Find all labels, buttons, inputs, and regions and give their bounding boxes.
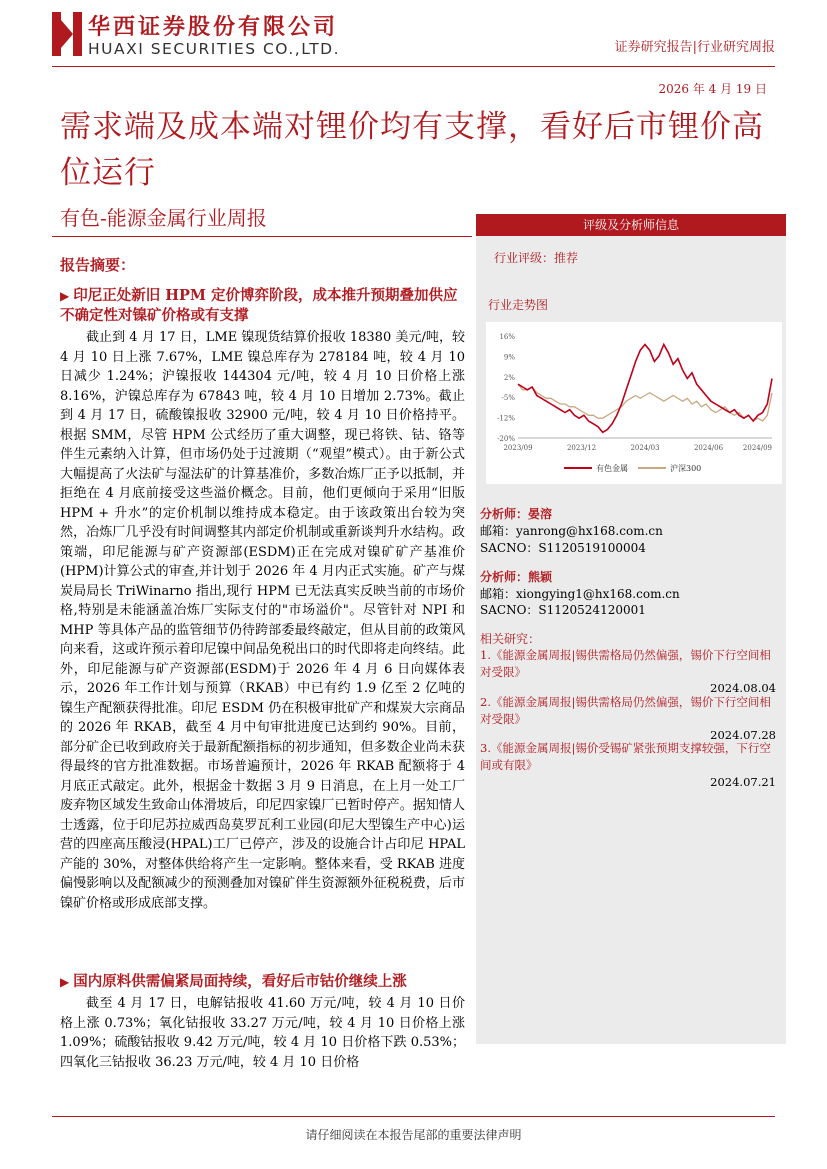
related-research-label: 相关研究： <box>480 632 541 646</box>
chart-title: 行业走势图 <box>488 298 549 312</box>
triangle-bullet-icon: ▶ <box>60 975 70 989</box>
legend-label-hs300: 沪深300 <box>670 464 702 473</box>
summary-label: 报告摘要： <box>60 256 136 274</box>
company-logo <box>52 12 82 56</box>
y-tick-label: 2% <box>503 373 515 382</box>
related-report-date: 2024.08.04 <box>710 681 776 695</box>
legend-label-nonferrous: 有色金属 <box>596 464 628 473</box>
section-heading <box>60 972 465 992</box>
analyst-sac: SACNO：S1120524120001 <box>480 603 646 617</box>
related-report-date: 2024.07.28 <box>710 728 776 742</box>
rating-label: 行业评级： <box>494 251 555 265</box>
analyst-1 <box>480 505 552 522</box>
rating-value: 推荐 <box>554 251 579 265</box>
rating-row <box>494 249 578 266</box>
report-date: 2026 年 4 月 19 日 <box>658 82 767 96</box>
sidebar-header: 评级及分析师信息 <box>476 214 786 236</box>
section-body: 截止到 4 月 17 日，LME 镍现货结算价报收 18380 美元/吨，较 4 月 10 日上涨 7.67%，LME 镍总库存为 278184 吨，较 4 月 10 日减少 1.24%；沪镍报收 144304 元/吨，较 4 月 10 日价格上涨 8.16%，沪镍总库存为 67843 吨，较 4 月 10 日增加 2.73%。截止到 4 月 17 日，硫酸镍报收 32900 元/吨，较 4 月 10 日价格持平。根据 SMM，尽管 HPM 公式经历了重大调整，现已将铁、钴、铬等伴生元素纳入计算，但市场仍处于过渡期（“观望”模式）。由于新公式大幅提高了火法矿与湿法矿的计算基准价，多数冶炼厂正予以抵制，并拒绝在 4 月底前接受这些溢价概念。目前，他们更倾向于采用“旧版 HPM + 升水”的定价机制以维持成本稳定。由于该政策出台较为突然，冶炼厂几乎没有时间调整其内部定价机制或重新谈判升水结构。政策端，印尼能源与矿产资源部(ESDM)正在完成对镍矿矿产基准价(HPM)计算公式的审查,并计划于 2026 年 4 月内正式实施。矿产与煤炭局局长 TriWinarno 指出,现行 HPM 已无法真实反映当前的市场价格,特别是未能涵盖冶炼厂实际支付的"市场溢价"。尽管针对 NPI 和 MHP 等具体产品的监管细节仍待跨部委最终敲定，但从目前的政策风向来看，这或许预示着印尼镍中间品免税出口的时代即将走向终结。此外，印尼能源与矿产资源部(ESDM)于 2026 年 4 月 6 日向媒体表示，2026 年工作计划与预算（RKAB）中已有约 1.9 亿至 2 亿吨的镍生产配额获得批准。印尼 ESDM 仍在积极审批矿产和煤炭大宗商品的 2026 年 RKAB，截至 4 月中旬审批进度已达到约 90%。目前，部分矿企已收到政府关于最新配额指标的初步通知，但多数企业尚未获得最终的官方批准数据。市场普遍预计，2026 年 RKAB 配额将于 4 月底正式敲定。此外，根据金十数据 3 月 9 日消息，在上月一处工厂废弃物区域发生致命山体滑坡后，印尼四家镍厂已暂时停产。据知情人士透露，位于印尼苏拉威西岛莫罗瓦利工业园(印尼大型镍生产中心)运营的四座高压酸浸(HPAL)工厂已停产，涉及的设施合计占印尼 HPAL 产能的 30%，对整体供给将产生一定影响。整体来看，受 RKAB 进度偏慢影响以及配额减少的预测叠加对镍矿伴生资源额外征税税费，后市镍矿价格或形成底部支撑。 <box>60 330 465 911</box>
related-report-link[interactable]: 1.《能源金属周报|锡供需格局仍然偏强，锡价下行空间相对受限》 <box>480 648 771 679</box>
y-tick-label: -12% <box>497 414 515 423</box>
x-tick-label: 2024/03 <box>630 444 660 452</box>
y-tick-label: -5% <box>501 394 515 403</box>
related-report-link[interactable]: 2.《能源金属周报|锡供需格局仍然偏强，锡价下行空间相对受限》 <box>480 695 771 726</box>
subtitle-divider <box>52 236 472 237</box>
analyst-email: 邮箱：yanrong@hx168.com.cn <box>480 524 663 538</box>
analyst-name: 晏溶 <box>528 507 553 521</box>
x-tick-label: 2023/12 <box>566 444 597 452</box>
company-name-en: HUAXI SECURITIES CO.,LTD. <box>88 40 341 58</box>
report-title: 需求端及成本端对锂价均有支撑，看好后市锂价高位运行 <box>60 109 764 191</box>
analyst-2 <box>480 568 552 585</box>
analyst-label: 分析师： <box>480 507 529 521</box>
section-heading <box>60 286 465 326</box>
footer-divider <box>52 1116 775 1117</box>
analyst-sac: SACNO：S1120519100004 <box>480 541 646 555</box>
footer-disclaimer: 请仔细阅读在本报告尾部的重要法律声明 <box>305 1128 522 1142</box>
related-report-date: 2024.07.21 <box>710 775 776 789</box>
section-heading-text: 印尼正处新旧 HPM 定价博弈阶段，成本推升预期叠加供应不确定性对镍矿价格或有支撑 <box>60 287 458 324</box>
section-body: 截至 4 月 17 日，电解钴报收 41.60 万元/吨，较 4 月 10 日价格上涨 0.73%；氧化钴报收 33.27 万元/吨，较 4 月 10 日价格上涨 1.09%；硫酸钴报收 9.42 万元/吨，较 4 月 10 日价格下跌 0.53%；四氧化三钴报收 36.23 万元/吨，较 4 月 10 日价格 <box>60 996 465 1070</box>
y-tick-label: -20% <box>497 435 515 443</box>
x-tick-label: 2023/09 <box>503 444 533 452</box>
analyst-email: 邮箱：xiongying1@hx168.com.cn <box>480 587 680 601</box>
report-subtitle: 有色-能源金属行业周报 <box>60 206 267 230</box>
trend-chart <box>486 322 782 484</box>
triangle-bullet-icon: ▶ <box>60 289 70 303</box>
section-heading-text: 国内原料供需偏紧局面持续，看好后市钴价继续上涨 <box>73 973 407 990</box>
analyst-name: 熊颖 <box>528 570 553 584</box>
header-divider <box>52 66 775 67</box>
x-tick-label: 2024/06 <box>693 444 724 452</box>
x-tick-label: 2024/09 <box>742 444 772 452</box>
analyst-label: 分析师： <box>480 570 529 584</box>
related-report-link[interactable]: 3.《能源金属周报|锡价受锡矿紧张预期支撑较强，下行空间或有限》 <box>480 741 771 772</box>
company-name-cn: 华西证券股份有限公司 <box>88 15 339 40</box>
y-tick-label: 16% <box>499 333 515 341</box>
report-type: 证券研究报告|行业研究周报 <box>614 40 775 55</box>
y-tick-label: 9% <box>503 353 515 362</box>
